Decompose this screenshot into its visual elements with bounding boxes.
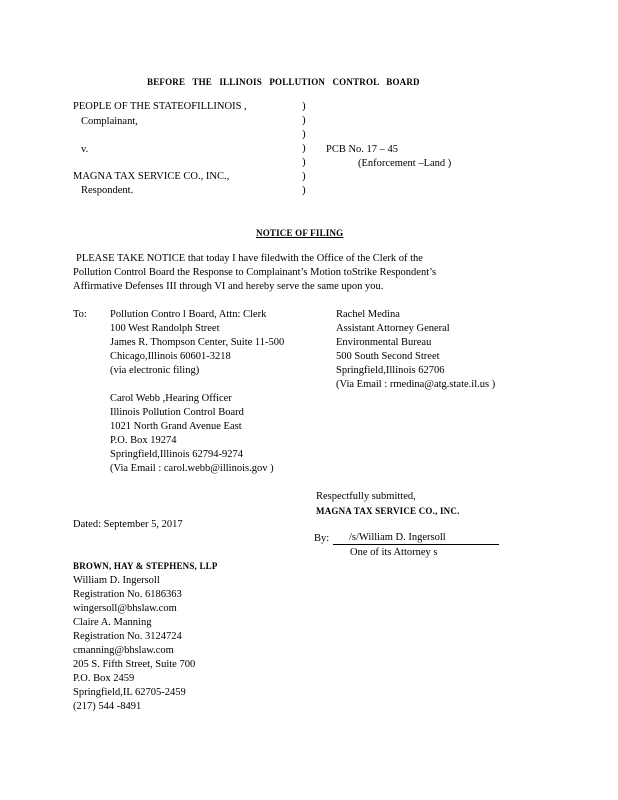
recipient-line: Rachel Medina — [336, 309, 400, 320]
firm-name: BROWN, HAY & STEPHENS, LLP — [73, 561, 218, 571]
firm-phone: (217) 544 -8491 — [73, 701, 142, 712]
recipient-line: James R. Thompson Center, Suite 11-500 — [110, 337, 285, 348]
recipient-line: Chicago,Illinois 60601-3218 — [110, 351, 231, 362]
recipient-email-line: (Via Email : rmedina@atg.state.il.us ) — [336, 379, 496, 390]
caption-paren: ) — [302, 128, 306, 140]
firm-email: wingersoll@bhslaw.com — [73, 603, 177, 614]
respondent-role: Respondent. — [81, 185, 134, 196]
to-label: To: — [73, 309, 87, 320]
firm-line: Registration No. 6186363 — [73, 589, 182, 600]
notice-body-line: PLEASE TAKE NOTICE that today I have filedwith the Office of the Clerk of the — [76, 253, 423, 264]
recipient-line: Springfield,Illinois 62794-9274 — [110, 449, 243, 460]
caption-paren: ) — [302, 142, 306, 154]
closing-text: Respectfully submitted, — [316, 491, 416, 502]
recipient-line: Environmental Bureau — [336, 337, 432, 348]
recipient-line: 1021 North Grand Avenue East — [110, 421, 242, 432]
respondent-name: MAGNA TAX SERVICE CO., INC., — [73, 171, 230, 182]
board-heading: BEFORE THE ILLINOIS POLLUTION CONTROL BOARD — [147, 77, 420, 87]
firm-line: 205 S. Fifth Street, Suite 700 — [73, 659, 196, 670]
complainant-role: Complainant, — [81, 116, 138, 127]
recipient-line: Carol Webb ,Hearing Officer — [110, 393, 232, 404]
signature-line: /s/William D. Ingersoll — [333, 532, 499, 545]
recipient-line: 500 South Second Street — [336, 351, 440, 362]
firm-email: cmanning@bhslaw.com — [73, 645, 174, 656]
versus-label: v. — [81, 144, 89, 155]
case-type: (Enforcement –Land ) — [358, 158, 452, 169]
notice-body-line: Pollution Control Board the Response to Complainant’s Motion toStrike Respondent’s — [73, 267, 437, 278]
caption-paren: ) — [302, 100, 306, 112]
recipient-line: Illinois Pollution Control Board — [110, 407, 244, 418]
recipient-email-line: (Via Email : carol.webb@illinois.gov ) — [110, 463, 274, 474]
recipient-line: Springfield,Illinois 62706 — [336, 365, 445, 376]
caption-paren: ) — [302, 156, 306, 168]
firm-line: P.O. Box 2459 — [73, 673, 135, 684]
caption-paren: ) — [302, 184, 306, 196]
firm-line: William D. Ingersoll — [73, 575, 160, 586]
firm-line: Springfield,IL 62705-2459 — [73, 687, 186, 698]
caption-paren: ) — [302, 170, 306, 182]
firm-line: Claire A. Manning — [73, 617, 152, 628]
notice-title: NOTICE OF FILING — [256, 228, 344, 238]
complainant-name: PEOPLE OF THE STATEOFILLINOIS , — [73, 101, 247, 112]
caption-paren: ) — [302, 114, 306, 126]
case-number: PCB No. 17 – 45 — [326, 144, 399, 155]
date-line: Dated: September 5, 2017 — [73, 519, 183, 530]
recipient-line: (via electronic filing) — [110, 365, 200, 376]
notice-body-line: Affirmative Defenses III through VI and hereby serve the same upon you. — [73, 281, 384, 292]
firm-line: Registration No. 3124724 — [73, 631, 182, 642]
recipient-line: P.O. Box 19274 — [110, 435, 177, 446]
recipient-line: 100 West Randolph Street — [110, 323, 220, 334]
signer-role: One of its Attorney s — [350, 547, 438, 558]
company-name: MAGNA TAX SERVICE CO., INC. — [316, 506, 460, 516]
recipient-line: Pollution Contro l Board, Attn: Clerk — [110, 309, 267, 320]
by-label: By: — [314, 533, 330, 544]
recipient-line: Assistant Attorney General — [336, 323, 450, 334]
